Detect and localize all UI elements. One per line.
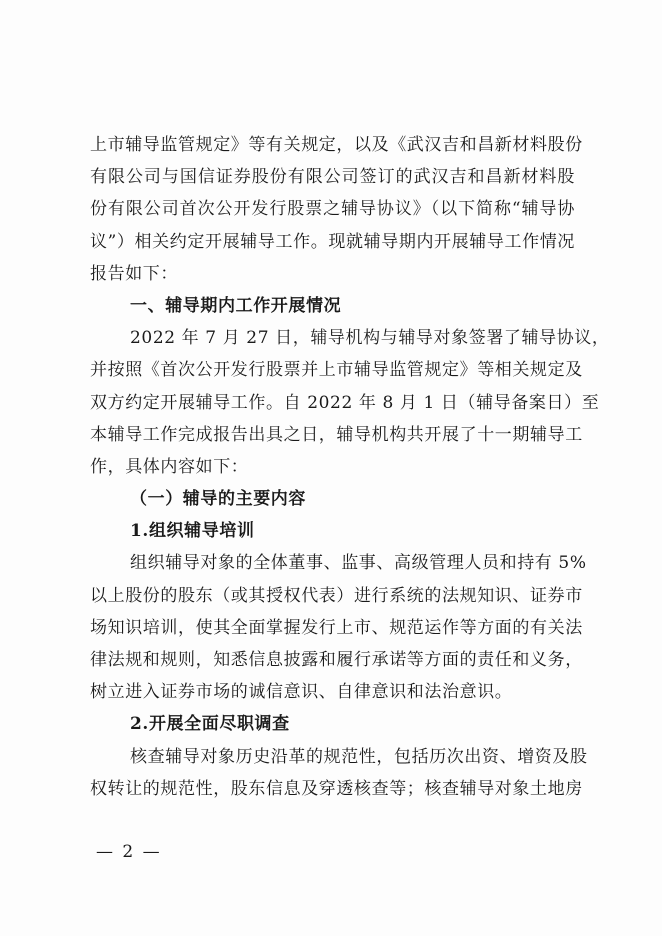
- text-line: 并按照《首次公开发行股票并上市辅导监管规定》等相关规定及: [90, 360, 583, 381]
- text-line: 树立进入证券市场的诚信意识、自律意识和法治意识。: [90, 682, 513, 703]
- item-heading: 2.开展全面尽职调查: [130, 714, 290, 735]
- text-line: 本辅导工作完成报告出具之日，辅导机构共开展了十一期辅导工: [90, 424, 583, 445]
- paragraph-2: [90, 322, 610, 483]
- section-heading: 一、辅导期内工作开展情况: [130, 295, 342, 316]
- text-line: 核查辅导对象历史沿革的规范性，包括历次出资、增资及股: [130, 746, 588, 767]
- text-line: 份有限公司首次公开发行股票之辅导协议》（以下简称“辅导协: [90, 199, 575, 220]
- text-line: 组织辅导对象的全体董事、监事、高级管理人员和持有 5%: [130, 553, 587, 574]
- subsection-heading: （一）辅导的主要内容: [130, 489, 306, 510]
- text-line: 议”）相关约定开展辅导工作。现就辅导期内开展辅导工作情况: [90, 231, 575, 252]
- text-line: 双方约定开展辅导工作。自 2022 年 8 月 1 日（辅导备案日）至: [90, 392, 600, 413]
- text-line: 上市辅导监管规定》等有关规定，以及《武汉吉和昌新材料股份: [90, 135, 583, 155]
- text-line: 场知识培训，使其全面掌握发行上市、规范运作等方面的有关法: [90, 617, 583, 638]
- text-line: 有限公司与国信证券股份有限公司签订的武汉吉和昌新材料股: [90, 167, 575, 188]
- text-line: 权转让的规范性，股东信息及穿透核查等；核查辅导对象土地房: [90, 778, 583, 799]
- text-line: 律法规和规则，知悉信息披露和履行承诺等方面的责任和义务，: [90, 650, 583, 670]
- item-2-paragraph: [90, 741, 588, 805]
- text-line: 以上股份的股东（或其授权代表）进行系统的法规知识、证券市: [90, 585, 583, 606]
- item-heading: 1.组织辅导培训: [130, 521, 255, 542]
- page-number: — 2 —: [96, 842, 162, 862]
- text-line: 作，具体内容如下：: [90, 456, 249, 477]
- item-1-paragraph: [90, 547, 587, 708]
- document-body: [90, 129, 610, 805]
- paragraph-intro: [90, 129, 583, 290]
- text-line: 2022 年 7 月 27 日，辅导机构与辅导对象签署了辅导协议，: [130, 328, 610, 349]
- text-line: 报告如下：: [90, 263, 178, 284]
